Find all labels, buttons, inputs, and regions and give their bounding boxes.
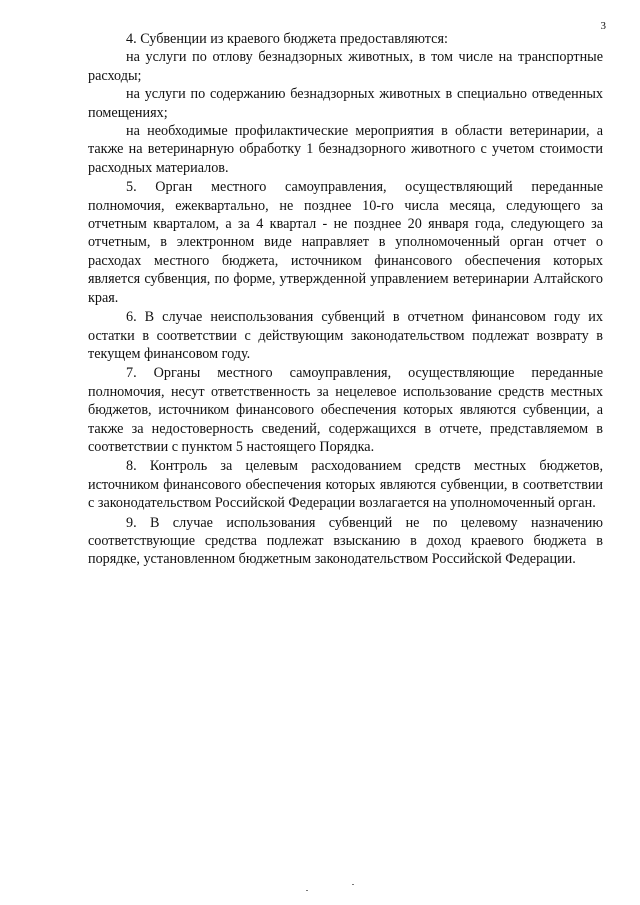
paragraph-8: 8. Контроль за целевым расходованием средств местных бюджетов, источником финансового обеспечения которых являются субвенции, в соответствии с законодательством Российской Федерации возлагается на уполномоченный орган.: [88, 458, 603, 512]
paragraph-7: 7. Органы местного самоуправления, осуществляющие переданные полномочия, несут ответственность за нецелевое использование средств местных бюджетов, источником финансового обеспечения которых являются субвенции, а также за недостоверность сведений, содержащихся в отчете, представляемом в соответствии с пунктом 5 настоящего Порядка.: [88, 365, 603, 455]
paragraph-5: 5. Орган местного самоуправления, осуществляющий переданные полномочия, ежеквартально, не позднее 10-го числа месяца, следующего за отчетным кварталом, а за 4 квартал - не позднее 20 января года, следующего за отчетным, в электронном виде направляет в уполномоченный орган отчет о расходах местного бюджета, источником финансового обеспечения которых является субвенция, по форме, утвержденной управлением ветеринарии Алтайского края.: [88, 179, 603, 306]
paragraph-4-item-keeping: на услуги по содержанию безнадзорных животных в специально отведенных помещениях;: [88, 86, 603, 121]
scan-speck: [352, 884, 354, 885]
paragraph-6: 6. В случае неиспользования субвенций в отчетном финансовом году их остатки в соответствии с действующим законодательством подлежат возврату в текущем финансовом году.: [88, 309, 603, 362]
paragraph-9: 9. В случае использования субвенций не по целевому назначению соответствующие средства подлежат взысканию в доход краевого бюджета в порядке, установленном бюджетным законодательством Российской Федерации.: [88, 514, 603, 568]
scan-speck: [306, 890, 308, 891]
document-body: [88, 30, 603, 569]
page-number: 3: [600, 20, 606, 32]
paragraph-4-item-veterinary: на необходимые профилактические мероприятия в области ветеринарии, а также на ветеринарную обработку 1 безнадзорного животного с учетом стоимости расходных материалов.: [88, 123, 603, 176]
paragraph-4-heading: 4. Субвенции из краевого бюджета предоставляются:: [126, 31, 448, 47]
paragraph-4-item-catching: на услуги по отлову безнадзорных животных, в том числе на транспортные расходы;: [88, 49, 603, 84]
